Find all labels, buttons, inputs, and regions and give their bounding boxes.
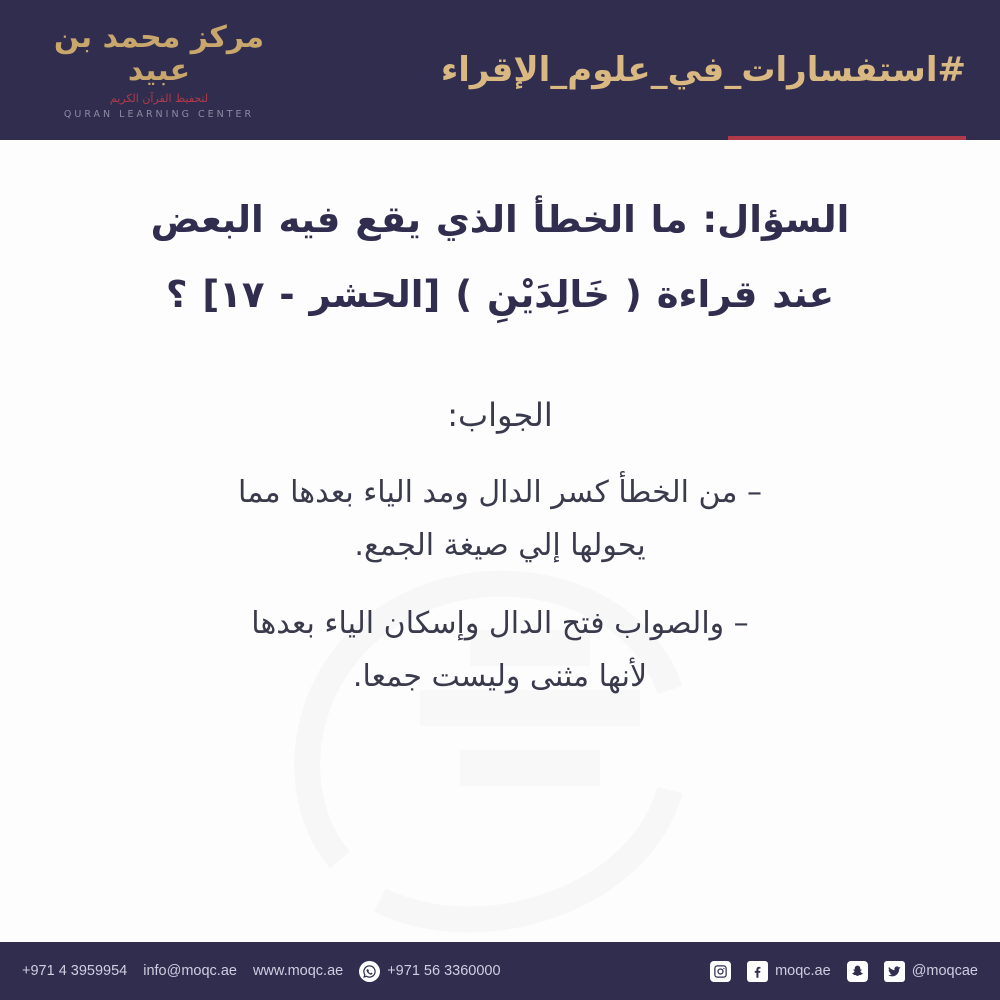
logo-arabic-name: مركز محمد بن عبيد	[53, 19, 265, 88]
footer-phone[interactable]	[22, 963, 127, 979]
center-logo	[34, 21, 284, 120]
snapchat-icon	[847, 961, 868, 982]
footer-whatsapp-text: +971 56 3360000	[387, 963, 501, 979]
answer-line-2: يحولها إلي صيغة الجمع.	[354, 528, 646, 564]
hashtag-title: #استفسارات_في_علوم_الإقراء	[440, 50, 966, 90]
footer-website-text: www.moqc.ae	[252, 963, 344, 979]
whatsapp-icon	[359, 961, 380, 982]
footer-email[interactable]	[143, 963, 237, 979]
post-content	[0, 140, 1000, 703]
footer-whatsapp[interactable]	[359, 961, 500, 982]
footer-website[interactable]	[253, 963, 343, 979]
footer-instagram[interactable]	[710, 961, 731, 982]
footer-bar	[0, 942, 1000, 1000]
footer-facebook-text: moqc.ae	[775, 963, 831, 979]
instagram-icon	[710, 961, 731, 982]
question-line-1: السؤال: ما الخطأ الذي يقع فيه البعض	[150, 198, 850, 241]
answer-line-1: – من الخطأ كسر الدال ومد الياء بعدها مما	[238, 474, 762, 510]
logo-subtitle-english: QURAN LEARNING CENTER	[63, 108, 255, 120]
facebook-icon	[747, 961, 768, 982]
logo-subtitle-arabic: لتحفيظ القرآن الكريم	[109, 91, 209, 105]
footer-twitter[interactable]	[884, 961, 978, 982]
footer-twitter-text: @moqcae	[911, 963, 978, 979]
question-line-2: عند قراءة ( خَالِدَيْنِ ) [الحشر - ١٧] ؟	[165, 272, 835, 316]
footer-snapchat[interactable]	[847, 961, 868, 982]
answer-line-3: – والصواب فتح الدال وإسكان الياء بعدها	[251, 605, 749, 641]
footer-phone-text: +971 4 3959954	[22, 963, 128, 979]
answer-label: الجواب:	[447, 395, 553, 434]
answer-line-4: لأنها مثنى وليست جمعا.	[352, 659, 648, 695]
footer-facebook[interactable]	[747, 961, 831, 982]
header-bar	[0, 0, 1000, 140]
footer-email-text: info@moqc.ae	[143, 963, 237, 979]
twitter-icon	[884, 961, 905, 982]
